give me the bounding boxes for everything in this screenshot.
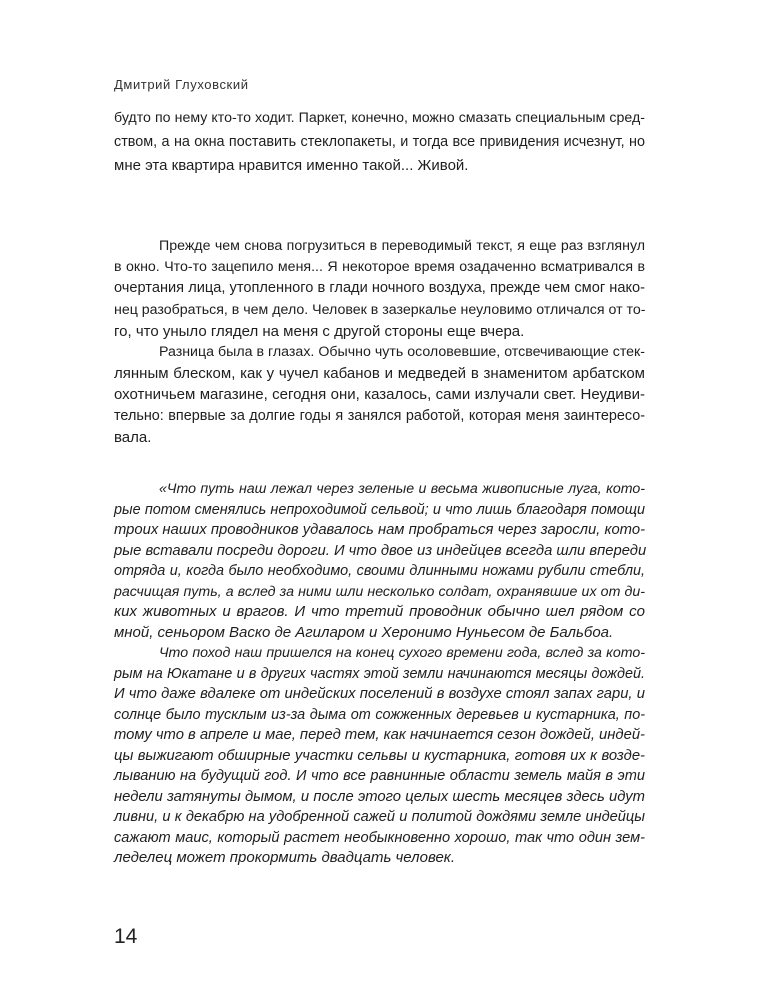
text-line: мне эта квартира нравится именно такой... Живой.	[114, 157, 469, 174]
text-line: леделец может прокормить двадцать человек.	[114, 849, 456, 866]
text-line: отряда и, когда было необходимо, своими длинными ножами рубили стебли,	[114, 563, 645, 579]
text-line: «Что путь наш лежал через зеленые и весьма живописные луга, кото-	[159, 481, 645, 497]
text-line: будто по нему кто-то ходит. Паркет, конечно, можно смазать специальным сред-	[114, 110, 645, 126]
text-line: в окно. Что-то зацепило меня... Я некоторое время озадаченно всматривался в	[114, 259, 645, 276]
text-line: недели затянуты дымом, и после этого целых шесть месяцев здесь идут	[114, 788, 645, 805]
text-line: сажают маис, который растет необыкновенно хорошо, так что один зем-	[114, 829, 645, 846]
italic-quote	[114, 479, 645, 869]
text-line: очертания лица, утопленного в глади ночного воздуха, прежде чем смог нако-	[114, 280, 645, 297]
text-line: Разница была в глазах. Обычно чуть осоловевшие, отсвечивающие стек-	[159, 343, 645, 360]
text-line: нец разобраться, в чем дело. Человек в зазеркалье неуловимо отличался от то-	[114, 301, 646, 318]
text-line: го, что уныло глядел на меня с другой стороны еще вчера.	[114, 322, 525, 340]
running-header: Дмитрий Глуховский	[114, 77, 249, 92]
page-number: 14	[114, 925, 138, 948]
text-line: мной, сеньором Васко де Агиларом и Херонимо Нуньесом де Бальбоа.	[114, 623, 614, 641]
text-line: цы выжигают обширные участки сельвы и кустарника, готовя их к возде-	[114, 747, 645, 764]
text-line: лыванию на будущий год. И что все равнинные области земель майя в эти	[114, 768, 645, 784]
text-line: ством, а на окна поставить стеклопакеты, и тогда все привидения исчезнут, но	[114, 134, 645, 150]
text-line: рые вставали посреди дороги. И что двое из индейцев всегда шли впереди	[114, 542, 647, 559]
text-line: троих наших проводников удавалось нам пробраться через заросли, кото-	[114, 522, 645, 538]
text-line: ливни, и к декабрю на удобренной сажей и политой дождями земле индейцы	[114, 809, 645, 825]
paragraph-continued	[114, 106, 645, 178]
text-line: тому что в апреле и мае, перед тем, как начинается сезон дождей, индей-	[114, 727, 645, 743]
text-line: расчищая путь, а вслед за ними шли несколько солдат, охранявшие их от ди-	[114, 583, 645, 600]
text-line: тельно: впервые за долгие годы я занялся работой, которая меня заинтересо-	[114, 407, 645, 424]
text-line: рые потом сменялись непроходимой сельвой; и что лишь благодаря помощи	[114, 501, 645, 518]
text-line: Прежде чем снова погрузиться в переводимый текст, я еще раз взглянул	[159, 238, 645, 254]
text-line: Что поход наш пришелся на конец сухого времени года, вслед за кото-	[159, 645, 645, 661]
text-line: ких животных и врагов. И что третий проводник обычно шел рядом со	[114, 603, 645, 620]
text-line: охотничьем магазине, сегодня они, казалось, сами излучали свет. Неудиви-	[114, 386, 645, 404]
text-line: солнце было тусклым из-за дыма от сожженных деревьев и кустарника, по-	[114, 706, 645, 723]
text-line: И что даже вдалеке от индейских поселений в воздухе стоял запах гари, и	[114, 686, 645, 702]
text-line: лянным блеском, как у чучел кабанов и медведей в знаменитом арбатском	[114, 365, 645, 383]
text-line: рым на Юкатане и в других частях этой земли начинаются месяцы дождей.	[114, 665, 645, 682]
text-line: вала.	[114, 428, 152, 446]
paragraph-window	[114, 236, 645, 448]
